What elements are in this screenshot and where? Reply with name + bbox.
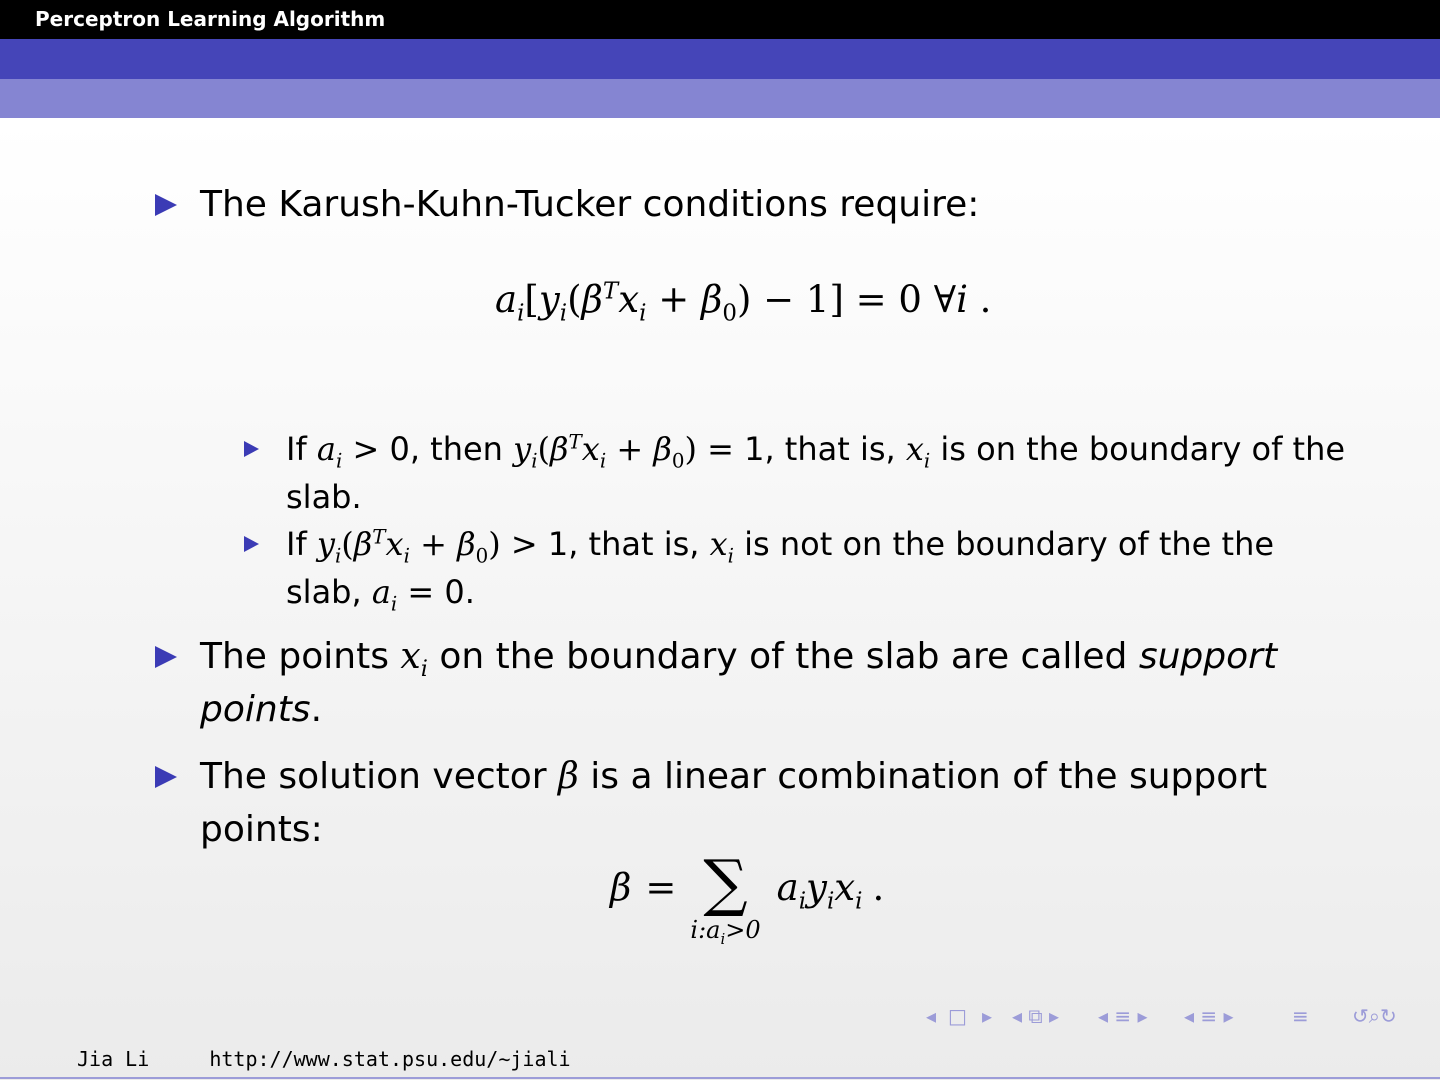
footer-url: http://www.stat.psu.edu/∼jiali [209, 1047, 571, 1071]
header-band-light [0, 79, 1440, 118]
equation-beta: β = ∑ $i:a_i>0$ $a_iy_ix_i$ . [610, 846, 885, 948]
bullet-triangle-icon [155, 646, 177, 668]
subsection-icon[interactable]: ◂ ⧉ ▸ [1012, 1004, 1060, 1028]
footer-divider [0, 1077, 1440, 1079]
sub-bullet-triangle-icon [244, 441, 259, 457]
equation-kkt: $a_i[y_i(\beta^Tx_i + \beta_0) - 1] = 0$ ∀i . [495, 278, 992, 327]
nav-right-icon[interactable]: ▸ [982, 1004, 993, 1028]
search-icon[interactable]: ≡ [1292, 1004, 1309, 1028]
footer-author: Jia Li [77, 1047, 150, 1071]
sub-bullet-positive-a: If $a_i > 0$, then $y_i(\beta^Tx_i + \beta_0) = 1$, that is, $x_i$ is on the boundary of the slab. [286, 430, 1346, 516]
bullet-triangle-icon [155, 766, 177, 788]
bullet-triangle-icon [155, 194, 177, 216]
footer [77, 1047, 571, 1071]
sub-bullet-triangle-icon [244, 536, 259, 552]
summation-symbol: ∑ [703, 846, 748, 919]
sub-bullet-not-boundary: If $y_i(\beta^Tx_i + \beta_0) > 1$, that is, $x_i$ is not on the boundary of the the slab, $a_i = 0$. [286, 525, 1275, 616]
bullet-solution-vector: The solution vector β is a linear combination of the support points: [200, 756, 1268, 850]
section-icon[interactable]: ◂ ≡ ▸ [1098, 1004, 1148, 1028]
toc-icon[interactable]: ◂ ≡ ▸ [1184, 1004, 1234, 1028]
slide-title: Perceptron Learning Algorithm [35, 7, 386, 31]
back-icon[interactable]: ↺⌕↻ [1352, 1004, 1397, 1028]
nav-left-icon[interactable]: ◂ [926, 1004, 937, 1028]
header-band-dark [0, 39, 1440, 79]
bullet-support-points: The points $x_i$ on the boundary of the slab are called support points. [200, 636, 1278, 730]
frame-icon[interactable]: □ [948, 1004, 967, 1028]
bullet-kkt: The Karush-Kuhn-Tucker conditions require: [200, 184, 980, 225]
